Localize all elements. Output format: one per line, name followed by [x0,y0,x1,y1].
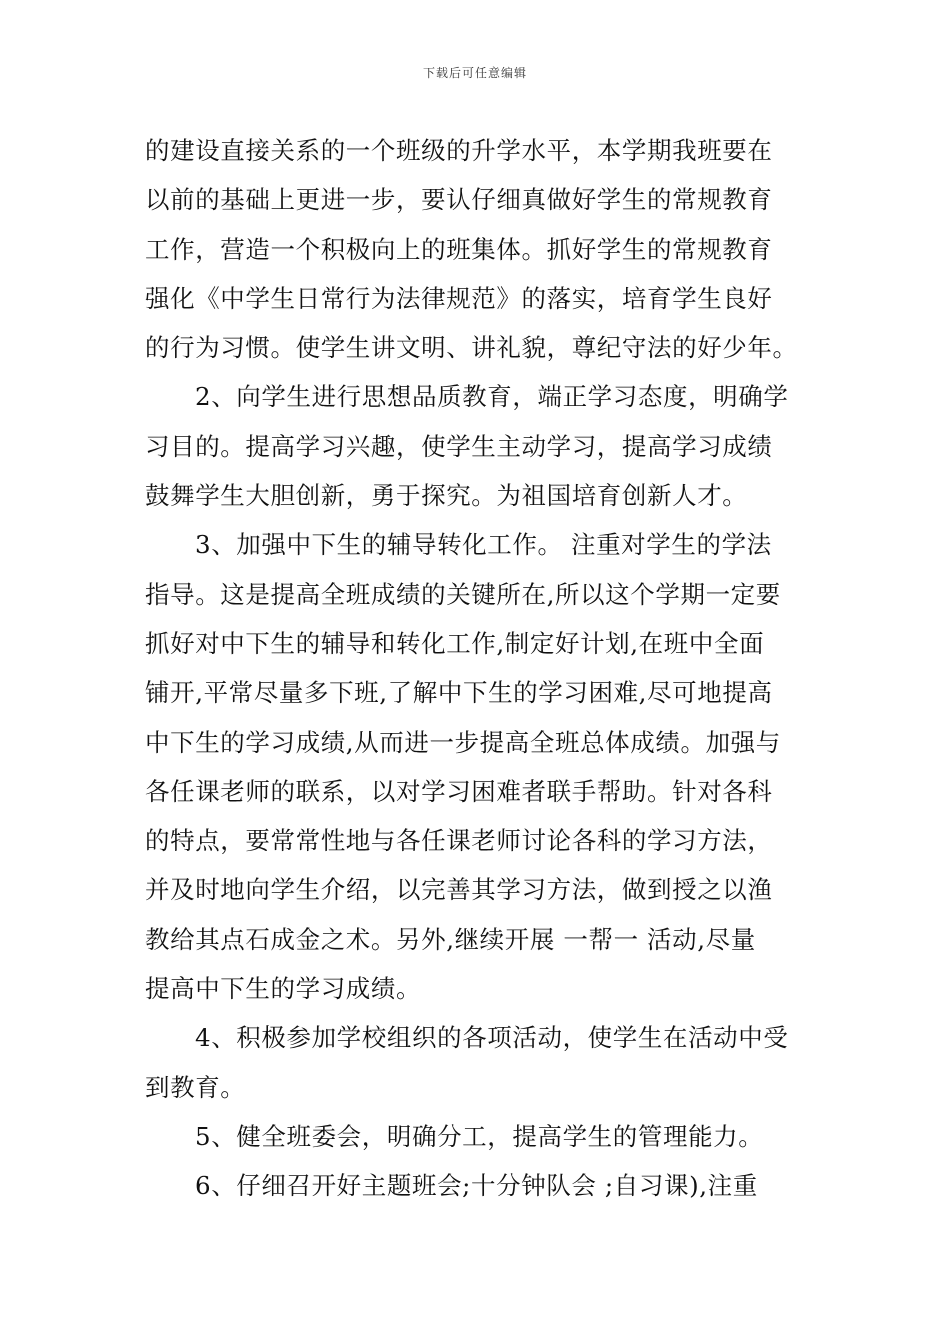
text-line: 强化《中学生日常行为法律规范》的落实，培育学生良好 [145,283,773,313]
document-body [145,126,810,1211]
text-line: 习目的。提高学习兴趣，使学生主动学习，提高学习成绩 [145,431,773,461]
text-line: 指导。这是提高全班成绩的关键所在,所以这个学期一定要 [145,579,781,609]
text-line: 教给其点石成金之术。另外,继续开展 一帮一 活动,尽量 [145,924,756,954]
text-line: 鼓舞学生大胆创新，勇于探究。为祖国培育创新人才。 [145,481,748,511]
text-line: 以前的基础上更进一步，要认仔细真做好学生的常规教育 [145,185,773,215]
text-line: 的建设直接关系的一个班级的升学水平，本学期我班要在 [145,136,773,165]
text-line: 铺开,平常尽量多下班,了解中下生的学习困难,尽可地提高 [145,678,773,708]
paragraph-start-line: 3、加强中下生的辅导转化工作。 注重对学生的学法 [195,530,772,560]
text-line: 的行为习惯。使学生讲文明、讲礼貌，尊纪守法的好少年。 [145,333,798,363]
text-line: 抓好对中下生的辅导和转化工作,制定好计划,在班中全面 [145,628,765,658]
paragraph-start-line: 4、积极参加学校组织的各项活动，使学生在活动中受 [195,1023,789,1053]
page-header: 下载后可任意编辑 [422,66,527,80]
paragraph-start-line: 5、健全班委会，明确分工，提高学生的管理能力。 [195,1121,764,1151]
text-line: 中下生的学习成绩,从而进一步提高全班总体成绩。加强与 [145,727,781,757]
text-line: 到教育。 [145,1072,246,1102]
text-line: 各任课老师的联系，以对学习困难者联手帮助。针对各科 [145,776,773,806]
paragraph-start-line: 6、仔细召开好主题班会;十分钟队会 ;自习课),注重 [195,1171,758,1201]
text-line: 的特点，要常常性地与各任课老师讨论各科的学习方法， [145,826,773,856]
text-line: 并及时地向学生介绍，以完善其学习方法，做到授之以渔 [145,875,773,905]
text-line: 提高中下生的学习成绩。 [145,974,422,1004]
paragraph-start-line: 2、向学生进行思想品质教育，端正学习态度，明确学 [195,382,789,412]
text-line: 工作，营造一个积极向上的班集体。抓好学生的常规教育 [145,234,773,264]
